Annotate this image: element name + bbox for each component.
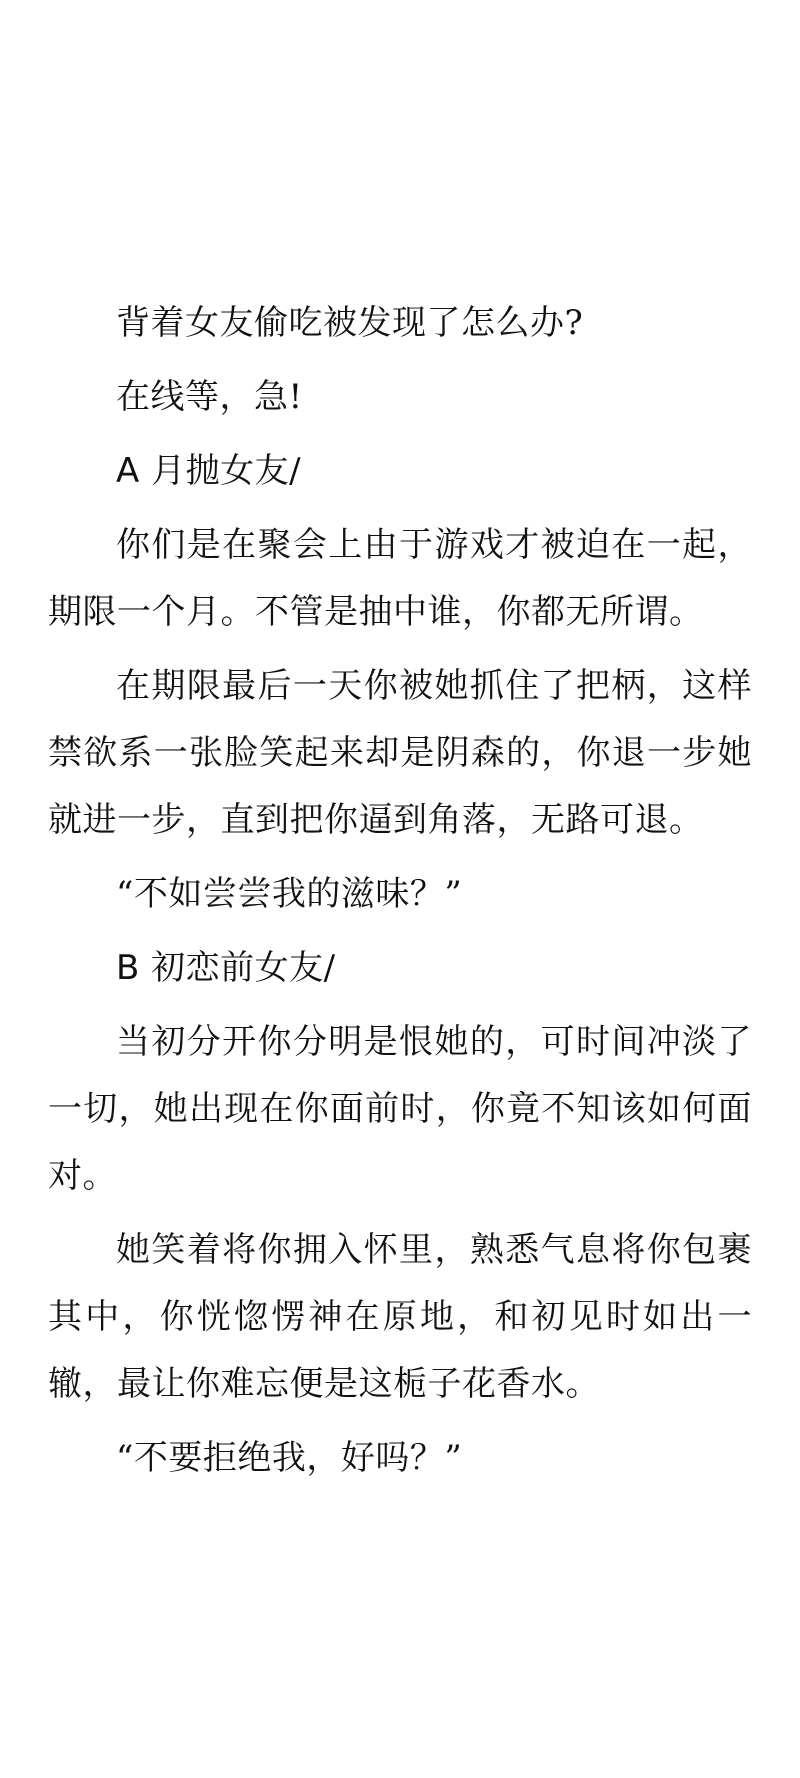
option-a-title: 月抛女友/ <box>151 451 302 491</box>
urgent-line: 在线等，急! <box>116 377 303 417</box>
option-b-letter: B <box>116 948 140 988</box>
option-a-letter: A <box>116 451 140 491</box>
option-a-heading <box>48 438 752 505</box>
question-line: 背着女友偷吃被发现了怎么办? <box>116 303 584 343</box>
option-a-paragraph: 在期限最后一天你被她抓住了把柄，这样禁欲系一张脸笑起来却是阴森的，你退一步她就进一步，直到把你逼到角落，无路可退。 <box>48 666 752 840</box>
option-a-quote: “不如尝尝我的滋味？” <box>116 874 463 914</box>
option-b-heading <box>48 935 752 1002</box>
option-b-paragraph: 她笑着将你拥入怀里，熟悉气息将你包裹其中，你恍惚愣神在原地，和初见时如出一辙，最让你难忘便是这栀子花香水。 <box>48 1230 752 1404</box>
article-body <box>48 290 752 1499</box>
option-b-title: 初恋前女友/ <box>151 948 336 988</box>
option-b-quote: “不要拒绝我，好吗？” <box>116 1438 463 1478</box>
option-b-paragraph: 当初分开你分明是恨她的，可时间冲淡了一切，她出现在你面前时，你竟不知该如何面对。 <box>48 1022 752 1196</box>
option-a-paragraph: 你们是在聚会上由于游戏才被迫在一起，期限一个月。不管是抽中谁，你都无所谓。 <box>48 525 752 632</box>
